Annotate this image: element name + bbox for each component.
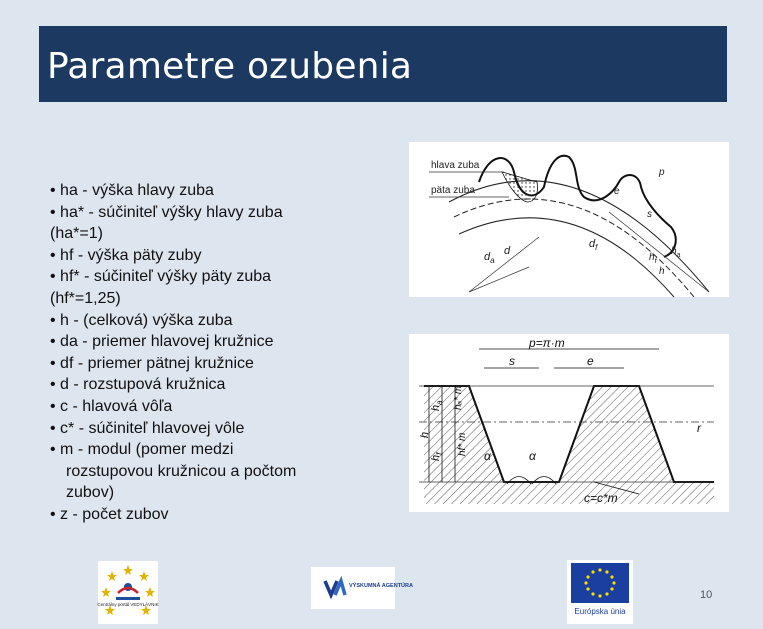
gear-sector-figure — [409, 142, 729, 297]
h-label: h — [659, 266, 665, 277]
space-label: e — [614, 186, 620, 197]
tip-diameter-label: $d_a$ — [484, 251, 495, 265]
pitch-formula: p=π·m — [529, 336, 565, 350]
ha-label: $h_a$ — [671, 246, 681, 259]
head-label: hlava zuba — [431, 160, 480, 171]
parameter-list — [50, 180, 380, 526]
list-item: • c - hlavová vôľa — [50, 397, 173, 415]
left-logo-text: Centrálny portál VEDYLÁVNIK — [97, 602, 159, 607]
clearance-label: c=c*m — [584, 491, 618, 505]
slide-title: Parametre ozubenia — [47, 46, 413, 87]
eu-label: Európska únia — [574, 607, 626, 616]
slide-title-bar — [39, 26, 727, 102]
center-logo-text: VÝSKUMNÁ AGENTÚRA — [349, 583, 413, 589]
fillet-radius-label: r — [697, 421, 701, 435]
eu-logo — [567, 560, 633, 624]
list-item: • da - priemer hlavovej kružnice — [50, 333, 274, 351]
list-item: • df - priemer pätnej kružnice — [50, 354, 254, 372]
pressure-angle-left: α — [484, 449, 491, 463]
hatched-tooth — [502, 172, 538, 202]
rack-profile-figure — [409, 334, 729, 512]
list-item: • c* - súčiniteľ hlavovej vôle — [50, 419, 245, 437]
hf-dim-label: $h_f$ — [430, 452, 444, 461]
foot-label: päta zuba — [431, 185, 475, 196]
page-number: 10 — [700, 589, 713, 601]
root-diameter-label: $d_f$ — [589, 238, 598, 252]
pressure-angle-right: α — [529, 449, 536, 463]
list-item: • h - (celková) výška zuba — [50, 311, 233, 329]
tip-circle — [449, 181, 709, 292]
list-item: • d - rozstupová kružnica — [50, 376, 226, 394]
ha-formula: hₐ* m — [453, 385, 464, 410]
pitch-label: p — [659, 167, 665, 178]
ha-dim-label: $h_a$ — [430, 400, 444, 411]
thickness-label: s — [647, 209, 652, 220]
list-item: • m - modul (pomer medzi — [50, 441, 234, 459]
center-logo — [311, 567, 413, 609]
hf-label: $h_f$ — [649, 252, 657, 265]
pitch-diameter-label: d — [504, 245, 511, 257]
space-label: e — [587, 354, 594, 368]
list-item: • ha - výška hlavy zuba — [50, 182, 214, 199]
list-item: • hf* - súčiniteľ výšky päty zuba — [50, 268, 272, 286]
list-item: • ha* - súčiniteľ výšky hlavy zuba — [50, 203, 283, 221]
hf-formula: hf* m — [457, 432, 468, 456]
h-dim-label: h — [419, 431, 431, 438]
list-item: • z - počet zubov — [50, 505, 169, 523]
list-item-continuation: zubov) — [66, 484, 115, 502]
list-item-continuation: (hf*=1,25) — [50, 289, 121, 307]
list-item: • hf - výška päty zuby — [50, 246, 202, 264]
left-logo — [98, 561, 158, 624]
list-item-continuation: (ha*=1) — [50, 225, 103, 243]
thickness-label: s — [509, 354, 515, 368]
list-item-continuation: rozstupovou kružnicou a počtom — [66, 462, 297, 480]
